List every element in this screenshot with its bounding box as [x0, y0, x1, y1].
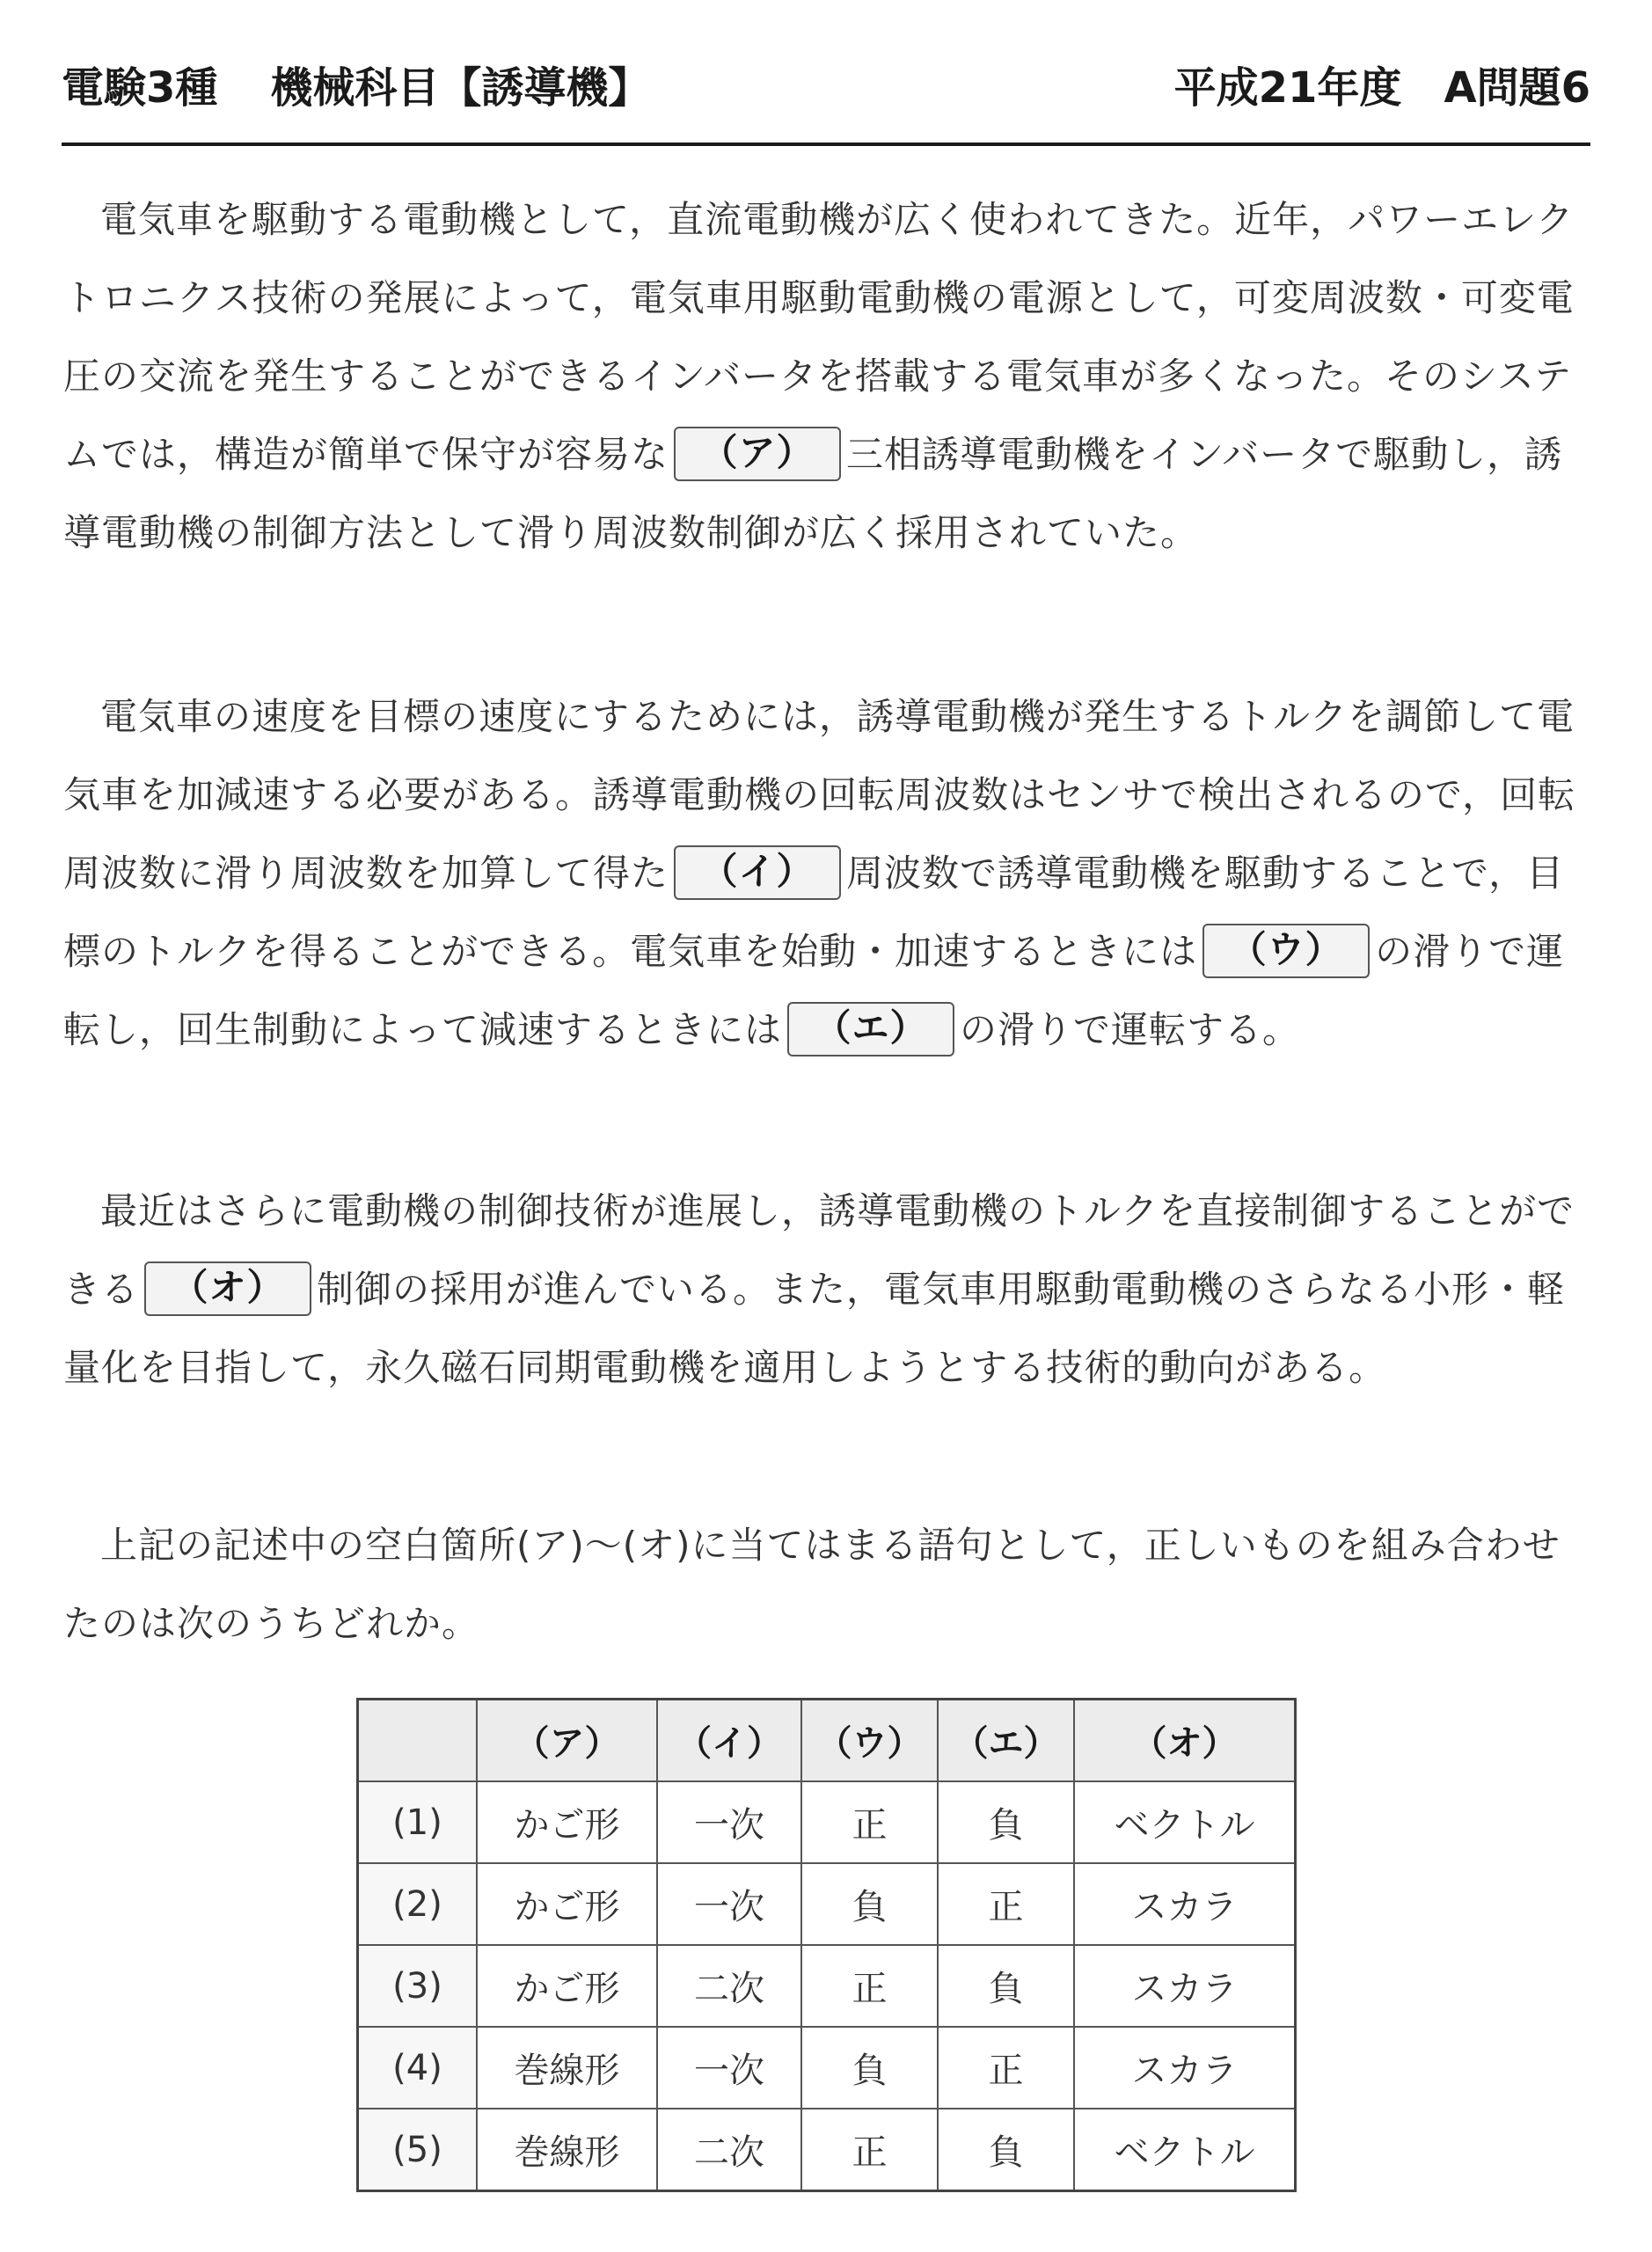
exam-name: 電験3種: [62, 63, 218, 113]
answer-choices-table: [356, 1698, 1297, 2192]
table-row: [358, 2109, 1296, 2191]
choice-number: (1): [358, 1781, 478, 1863]
table-cell: 正: [801, 2109, 938, 2191]
exam-year: 平成21年度: [1173, 63, 1402, 113]
table-cell: スカラ: [1074, 1863, 1296, 1945]
choice-number: (3): [358, 1945, 478, 2027]
table-row: [358, 2027, 1296, 2109]
header-problem-id: [1174, 60, 1590, 116]
paragraph-2: [63, 677, 1594, 1069]
table-cell: 巻線形: [477, 2109, 657, 2191]
blank-e: （エ）: [787, 1002, 954, 1057]
table-header-cell: （オ）: [1074, 1700, 1296, 1782]
paragraph-2-text-3: の滑りで運転し，回生制動によって減速するときには: [63, 930, 1565, 1051]
blank-a: （ア）: [674, 427, 841, 481]
table-cell: 負: [938, 1945, 1074, 2027]
table-cell: 負: [801, 1863, 938, 1945]
question-text: [63, 1506, 1594, 1663]
choice-number: (4): [358, 2027, 478, 2109]
table-cell: ベクトル: [1074, 2109, 1296, 2191]
table-cell: 負: [801, 2027, 938, 2109]
table-row: [358, 1863, 1296, 1945]
table-cell: 一次: [657, 2027, 801, 2109]
paragraph-3-text-2: 制御の採用が進んでいる。また，電気車用駆動電動機のさらなる小形・軽量化を目指して，永久磁石同期電動機を適用しようとする技術的動向がある。: [63, 1268, 1566, 1389]
table-cell: 一次: [657, 1781, 801, 1863]
table-cell: 負: [938, 2109, 1074, 2191]
paragraph-1-text-2: 三相誘導電動機をインバータで駆動し，誘導電動機の制御方法として滑り周波数制御が広く採用されていた。: [63, 433, 1563, 554]
subject-name: 機械科目【誘導機】: [270, 63, 651, 113]
problem-number: A問題6: [1444, 63, 1590, 113]
table-cell: かご形: [477, 1781, 657, 1863]
table-header-cell: （イ）: [657, 1700, 801, 1782]
table-cell: 二次: [657, 1945, 801, 2027]
table-cell: 一次: [657, 1863, 801, 1945]
paragraph-2-text-4: の滑りで運転する。: [960, 1008, 1301, 1051]
paragraph-1-text-1: 電気車を駆動する電動機として，直流電動機が広く使われてきた。近年，パワーエレクトロニクス技術の発展によって，電気車用駆動電動機の電源として，可変周波数・可変電圧の交流を発生することができるインバータを搭載する電気車が多くなった。そのシステムでは，構造が簡単で保守が容易な: [63, 198, 1575, 476]
table-header-row: [358, 1700, 1296, 1782]
table-cell: かご形: [477, 1945, 657, 2027]
table-header-cell: （エ）: [938, 1700, 1074, 1782]
table-cell: 正: [938, 1863, 1074, 1945]
blank-i: （イ）: [674, 845, 841, 900]
header-title: [62, 60, 650, 116]
choice-number: (2): [358, 1863, 478, 1945]
table-cell: 正: [938, 2027, 1074, 2109]
question-sentence: 上記の記述中の空白箇所(ア)〜(オ)に当てはまる語句として，正しいものを組み合わせたのは次のうちどれか。: [63, 1524, 1561, 1645]
blank-o: （オ）: [144, 1261, 311, 1316]
table-header-cell: （ア）: [477, 1700, 657, 1782]
table-cell: スカラ: [1074, 1945, 1296, 2027]
paragraph-2-text-2: 周波数で誘導電動機を駆動することで，目標のトルクを得ることができる。電気車を始動・加速するときには: [63, 852, 1565, 973]
choice-number: (5): [358, 2109, 478, 2191]
table-cell: 二次: [657, 2109, 801, 2191]
table-cell: 負: [938, 1781, 1074, 1863]
table-header-cell: （ウ）: [801, 1700, 938, 1782]
table-cell: かご形: [477, 1863, 657, 1945]
table-cell: 巻線形: [477, 2027, 657, 2109]
blank-u: （ウ）: [1202, 924, 1370, 978]
table-cell: 正: [801, 1781, 938, 1863]
table-cell: スカラ: [1074, 2027, 1296, 2109]
table-row: [358, 1781, 1296, 1863]
table-row: [358, 1945, 1296, 2027]
paragraph-2-text-1: 電気車の速度を目標の速度にするためには，誘導電動機が発生するトルクを調節して電気車を加減速する必要がある。誘導電動機の回転周波数はセンサで検出されるので，回転周波数に滑り周波数を加算して得た: [63, 695, 1576, 895]
paragraph-3-text-1: 最近はさらに電動機の制御技術が進展し，誘導電動機のトルクを直接制御することができる: [63, 1189, 1575, 1311]
page-header: [62, 51, 1590, 146]
table-cell: ベクトル: [1074, 1781, 1296, 1863]
table-header-cell: [358, 1700, 478, 1782]
paragraph-3: [63, 1172, 1594, 1407]
table-cell: 正: [801, 1945, 938, 2027]
paragraph-1: [63, 180, 1594, 572]
